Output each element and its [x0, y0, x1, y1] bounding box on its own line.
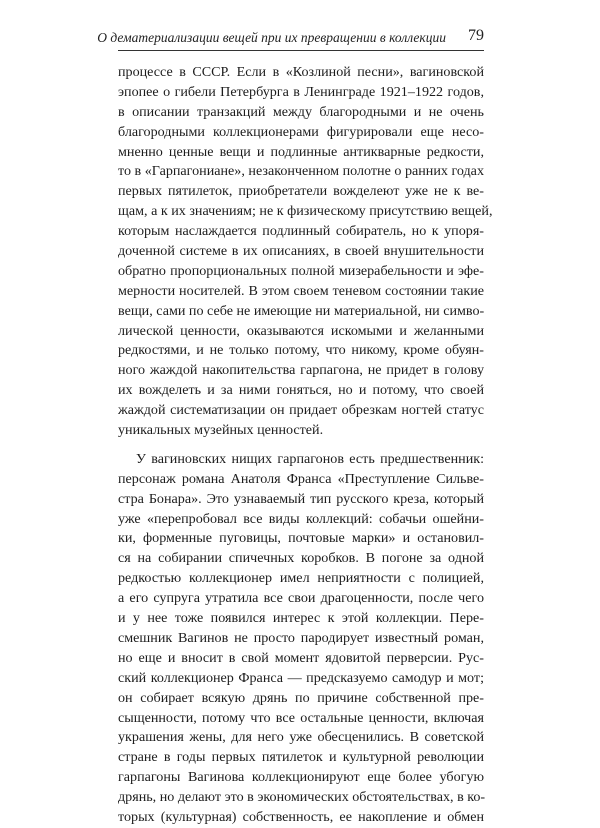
text-line: то в «Гарпагониане», незаконченном полотне о ранних годах: [118, 163, 484, 180]
text-line: вещи, сами по себе не имеющие ни материальной, ни симво-: [118, 302, 485, 319]
text-line: и у нее тоже появился интерес к этой коллекции. Пере-: [118, 610, 484, 627]
text-line: стране в годы первых пятилеток и культурной революции: [118, 749, 484, 766]
running-header: [97, 26, 484, 48]
header-rule: [118, 50, 484, 51]
text-line: торых (культурная) собственность, ее накопление и обмен: [118, 808, 484, 825]
text-line: мненно ценные вещи и подлинные антикварные редкости,: [118, 143, 484, 160]
text-line: в описании транзакций между благородными и не очень: [118, 103, 484, 120]
body-text: [118, 63, 493, 828]
text-line: ки, форменные пуговицы, почтовые марки» и остановил-: [118, 530, 484, 547]
text-line: которым наслаждается подлинный собиратель, но к упоря-: [118, 223, 484, 240]
text-line: уникальных музейных ценностей.: [118, 422, 324, 439]
text-line: мерности носителей. В этом своем теневом состоянии такие: [118, 282, 484, 299]
text-line: благородными коллекционерами фигурировали еще несо-: [118, 123, 484, 140]
running-header-title: О дематериализации вещей при их превращении в коллекции: [97, 30, 446, 45]
text-line: персонаж романа Анатоля Франса «Преступление Сильве-: [118, 470, 484, 487]
text-line: ся на собирании спичечных коробков. В погоне за одной: [118, 550, 484, 567]
text-line: украшения жены, для него уже обесценились. В советской: [118, 729, 484, 746]
text-line: их вожделеть и за ними гоняться, но и потому, что своей: [118, 382, 484, 399]
text-line: смешник Вагинов не просто пародирует известный роман,: [118, 629, 484, 646]
text-line: ного жаждой накопительства гарпагона, не придет в голову: [118, 362, 484, 379]
text-line: гарпагоны Вагинова коллекционируют еще более убогую: [118, 769, 484, 786]
text-line: редкостью коллекционер имел неприятности с полицией,: [118, 570, 484, 587]
text-line: жаждой систематизации он придает обрезкам ногтей статус: [118, 402, 484, 419]
text-line: доченной системе в их описаниях, в своей внушительности: [118, 243, 484, 260]
text-line: стра Бонара». Это узнаваемый тип русского креза, который: [118, 490, 484, 507]
text-line: уже «перепробовал все виды коллекций: собачьи ошейни-: [118, 510, 484, 527]
text-line: щам, а к их значениям; не к физическому присутствию вещей,: [118, 203, 493, 220]
text-line: а его супруга утратила все свои драгоценности, после чего: [118, 590, 484, 607]
text-line: эпопее о гибели Петербурга в Ленинграде 1921–1922 годов,: [118, 83, 484, 100]
paragraph-gap: [118, 441, 484, 450]
text-line: ский коллекционер Франса — предсказуемо самодур и мот;: [118, 669, 484, 686]
text-line: лической ценности, оказываются искомыми и желанными: [118, 322, 484, 339]
page-number: 79: [468, 27, 484, 44]
text-line: У вагиновских нищих гарпагонов есть предшественник:: [136, 450, 484, 467]
text-line: редкостями, и не только потому, что никому, кроме обуян-: [118, 342, 484, 359]
text-line: обратно пропорциональных полной мизерабельности и эфе-: [118, 262, 484, 279]
text-line: дрянь, но делают это в экономических обстоятельствах, в ко-: [118, 789, 486, 806]
text-line: но еще и вносит в свой момент ядовитой перверсии. Рус-: [118, 649, 484, 666]
text-line: сыщенности, потому что все остальные ценности, включая: [118, 709, 484, 726]
paragraph-1: [118, 63, 493, 441]
text-line: процессе в СССР. Если в «Козлиной песни», вагиновской: [118, 64, 484, 80]
text-line: первых пятилеток, приобретатели вожделеют уже не к ве-: [118, 183, 484, 200]
text-line: он собирает всякую дрянь по причине собственной пре-: [118, 689, 484, 706]
paragraph-2: [118, 450, 484, 828]
